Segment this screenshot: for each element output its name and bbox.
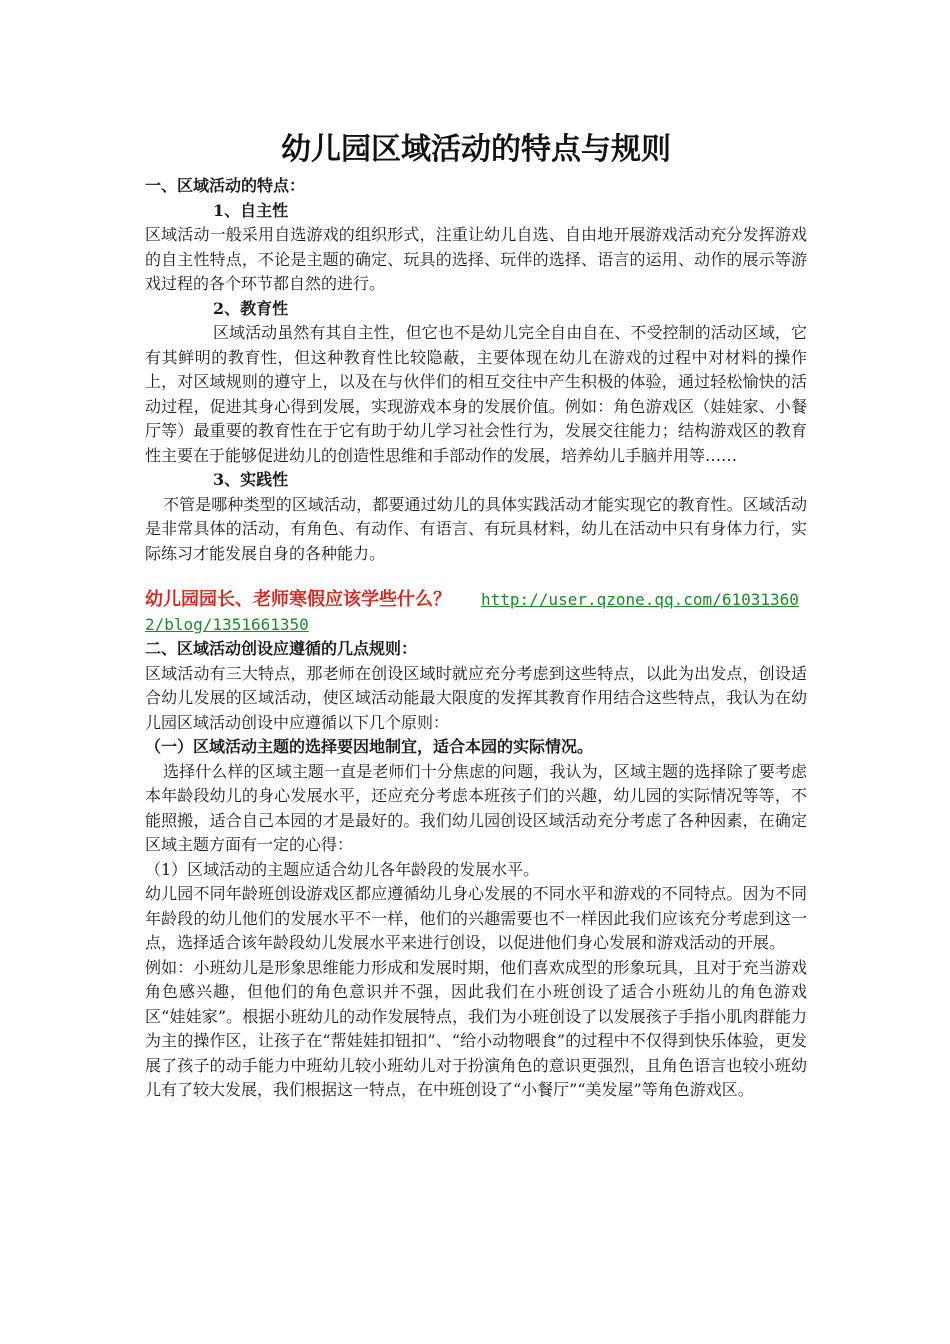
promo-text: 幼儿园园长、老师寒假应该学些什么？ [145, 589, 451, 610]
promo-link[interactable]: http://user.qzone.qq.com/610313602/blog/1351661350 [145, 590, 799, 634]
promo-line [145, 588, 807, 637]
example-text: 例如：小班幼儿是形象思维能力形成和发展时期，他们喜欢成型的形象玩具，且对于充当游戏角色感兴趣，但他们的角色意识并不强，因此我们在小班创设了适合小班幼儿的角色游戏区“娃娃家”。根据小班幼儿的动作发展特点，我们为小班创设了以发展孩子手指小肌肉群能力为主的操作区，让孩子在“帮娃娃扣钮扣”、“给小动物喂食”的过程中不仅得到快乐体验，更发展了孩子的动手能力中班幼儿较小班幼儿对于扮演角色的意识更强烈，且角色语言也较小班幼儿有了较大发展，我们根据这一特点，在中班创设了“小餐厅”“美发屋”等角色游戏区。 [145, 957, 807, 1099]
section2-intro: 区域活动有三大特点，那老师在创设区域时就应充分考虑到这些特点，以此为出发点，创设适合幼儿发展的区域活动，使区域活动能最大限度的发挥其教育作用结合这些特点，我认为在幼儿园区域活动创设中应遵循以下几个原则： [145, 663, 807, 732]
item1-label: 1、自主性 [213, 200, 289, 220]
rule1-heading: （一）区域活动主题的选择要因地制宜，适合本园的实际情况。 [145, 737, 594, 756]
item3-text: 不管是哪种类型的区域活动，都要通过幼儿的具体实践活动才能实现它的教育性。区域活动是非常具体的活动，有角色、有动作、有语言、有玩具材料，幼儿在活动中只有身体力行，实际练习才能发展自身的各种能力。 [145, 494, 807, 563]
point1-heading: （1）区域活动的主题应适合幼儿各年龄段的发展水平。 [145, 859, 540, 879]
item2-label: 2、教育性 [213, 298, 289, 318]
section1-heading: 一、区域活动的特点： [145, 176, 306, 195]
rule1-text: 选择什么样的区域主题一直是老师们十分焦虑的问题，我认为，区域主题的选择除了要考虑本年龄段幼儿的身心发展水平，还应充分考虑本班孩子们的兴趣，幼儿园的实际情况等等，不能照搬，适合自己本园的才是最好的。我们幼儿园创设区域活动充分考虑了各种因素，在确定区域主题方面有一定的心得： [145, 761, 807, 854]
section2-heading: 二、区域活动创设应遵循的几点规则： [145, 639, 418, 658]
point1-text: 幼儿园不同年龄班创设游戏区都应遵循幼儿身心发展的不同水平和游戏的不同特点。因为不同年龄段的幼儿他们的发展水平不一样，他们的兴趣需要也不一样因此我们应该充分考虑到这一点，选择适合该年龄段幼儿发展水平来进行创设，以促进他们身心发展和游戏活动的开展。 [145, 884, 807, 952]
item1-text: 区域活动一般采用自选游戏的组织形式，注重让幼儿自选、自由地开展游戏活动充分发挥游戏的自主性特点，不论是主题的确定、玩具的选择、玩伴的选择、语言的运用、动作的展示等游戏过程的各个环节都自然的进行。 [145, 225, 807, 293]
item3-label: 3、实践性 [213, 470, 289, 489]
document-page [145, 128, 807, 1103]
page-title: 幼儿园区域活动的特点与规则 [281, 132, 671, 167]
item2-text: 区域活动虽然有其自主性，但它也不是幼儿完全自由自在、不受控制的活动区域，它有其鲜明的教育性，但这种教育性比较隐蔽，主要体现在幼儿在游戏的过程中对材料的操作上，对区域规则的遵守上，以及在与伙伴们的相互交往中产生积极的体验，通过轻松愉快的活动过程，促进其身心得到发展，实现游戏本身的发展价值。例如：角色游戏区（娃娃家、小餐厅等）最重要的教育性在于它有助于幼儿学习社会性行为，发展交往能力；结构游戏区的教育性主要在于能够促进幼儿的创造性思维和手部动作的发展，培养幼儿手脑并用等…… [145, 323, 807, 465]
